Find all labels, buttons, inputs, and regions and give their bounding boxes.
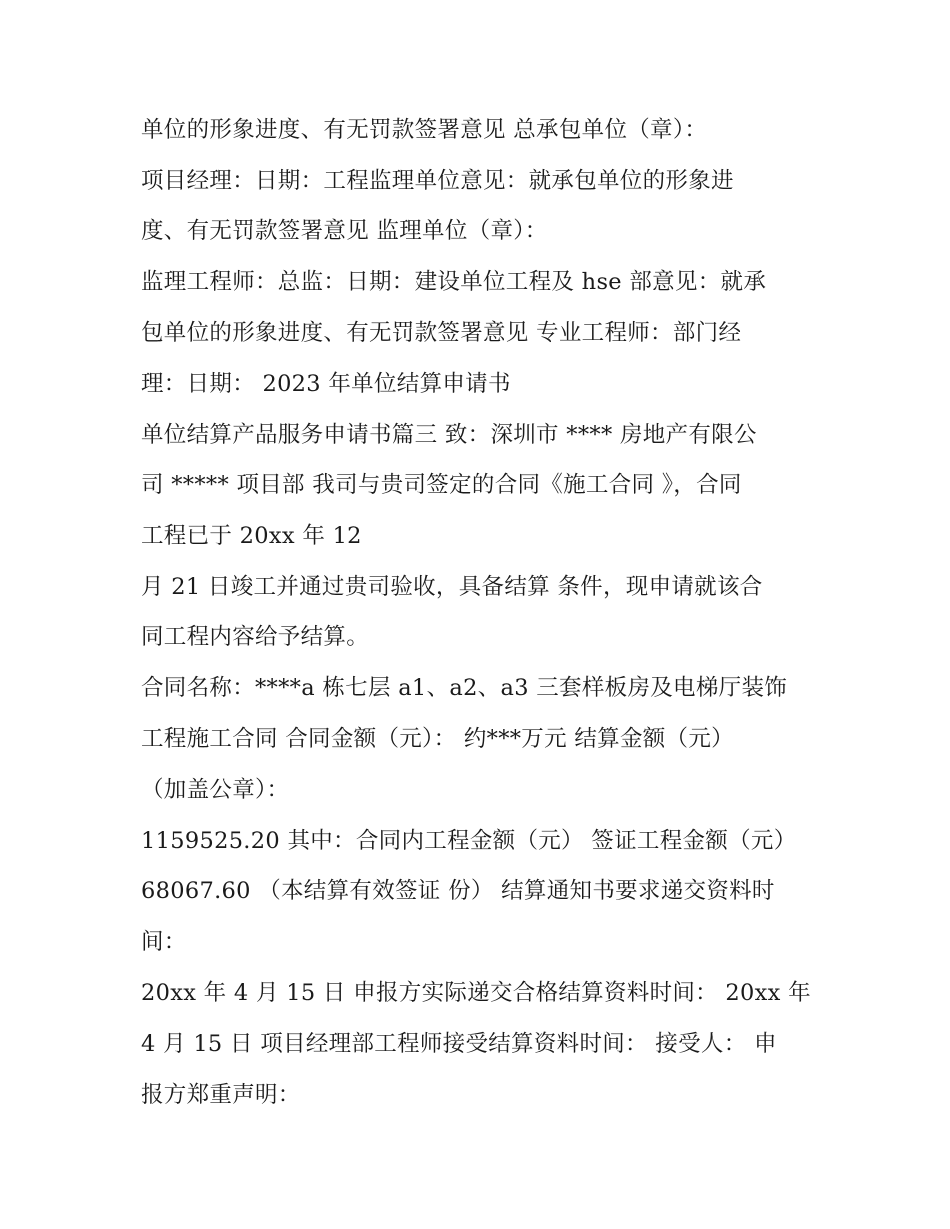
- text-line-12: 合同名称：****a 栋七层 a1、a2、a3 三套样板房及电梯厅装饰: [141, 675, 788, 701]
- text-line-6: 理：日期： 2023 年单位结算申请书: [141, 371, 511, 397]
- text-line-9: 工程已于 20xx 年 12: [141, 523, 362, 549]
- text-line-3: 度、有无罚款签署意见 监理单位（章）：: [141, 218, 548, 244]
- text-line-11: 同工程内容给予结算。: [141, 624, 370, 650]
- text-line-2: 项目经理：日期：工程监理单位意见：就承包单位的形象进: [141, 168, 734, 194]
- text-line-18: 20xx 年 4 月 15 日 申报方实际递交合格结算资料时间： 20xx 年: [141, 980, 811, 1006]
- text-line-5: 包单位的形象进度、有无罚款签署意见 专业工程师：部门经: [141, 320, 742, 346]
- text-line-14: （加盖公章）：: [141, 777, 290, 803]
- text-line-1: 单位的形象进度、有无罚款签署意见 总承包单位（章）：: [141, 117, 708, 143]
- text-line-17: 间：: [141, 929, 187, 955]
- text-line-20: 报方郑重声明：: [141, 1082, 301, 1108]
- text-line-15: 1159525.20 其中：合同内工程金额（元） 签证工程金额（元）: [141, 828, 797, 854]
- text-line-19: 4 月 15 日 项目经理部工程师接受结算资料时间： 接受人： 申: [141, 1031, 777, 1057]
- text-line-10: 月 21 日竣工并通过贵司验收，具备结算 条件，现申请就该合: [141, 574, 763, 600]
- text-line-13: 工程施工合同 合同金额（元）： 约***万元 结算金额（元）: [141, 726, 734, 752]
- text-line-8: 司 ***** 项目部 我司与贵司签定的合同《施工合同 》，合同: [141, 472, 742, 498]
- text-line-16: 68067.60 （本结算有效签证 份） 结算通知书要求递交资料时: [141, 878, 775, 904]
- text-line-4: 监理工程师：总监：日期：建设单位工程及 hse 部意见：就承: [141, 269, 767, 295]
- text-line-7: 单位结算产品服务申请书篇三 致：深圳市 **** 房地产有限公: [141, 422, 757, 448]
